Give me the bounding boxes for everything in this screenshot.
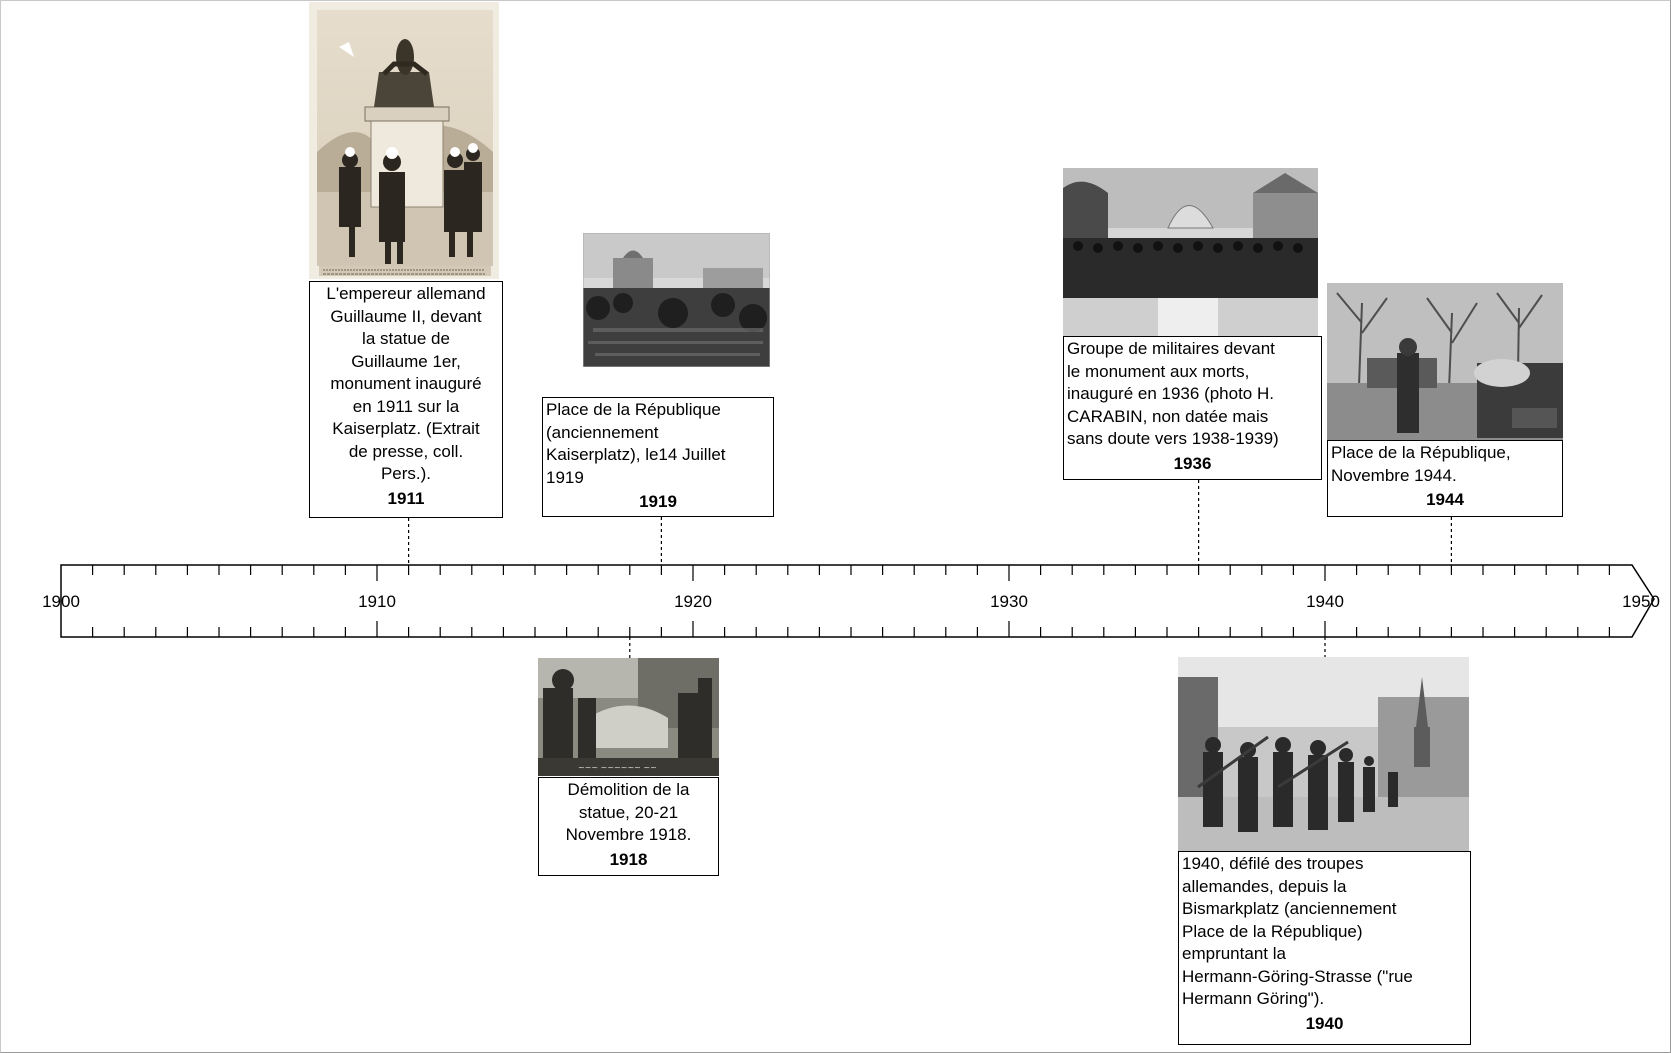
event-1944-caption xyxy=(1327,440,1563,517)
timeline-arrow-body xyxy=(61,565,1654,637)
event-1936-year: 1936 xyxy=(1173,453,1212,473)
event-1919-year: 1919 xyxy=(639,492,677,511)
event-1940-text: 1940, défilé des troupes allemandes, depuis la Bismarkplatz (anciennement Place de la République) empruntant la Hermann-Göring-Strasse ("rue Hermann Göring"). xyxy=(1182,854,1413,1008)
event-1918-text: Démolition de la statue, 20-21 Novembre 1918. xyxy=(565,780,692,844)
event-1919-text: Place de la République (anciennement Kaiserplatz), le14 Juillet 1919 xyxy=(546,400,726,487)
demolition-1918-photo xyxy=(538,658,719,776)
axis-label-1910: 1910 xyxy=(358,592,396,611)
militaires-1936-photo xyxy=(1063,168,1318,337)
event-1911-text: L'empereur allemand Guillaume II, devant la statue de Guillaume 1er, monument inauguré en 1911 sur la Kaiserplatz. (Extrait de presse, coll. Pers.). xyxy=(326,284,486,483)
statue-guillaume-photo xyxy=(309,2,499,279)
event-1936-text: Groupe de militaires devant le monument aux morts, inauguré en 1936 (photo H. CARABIN, non datée mais sans doute vers 1938-1939) xyxy=(1067,339,1279,448)
axis-label-1950: 1950 xyxy=(1622,592,1660,611)
axis-labels xyxy=(42,592,1660,611)
event-1918-caption xyxy=(538,777,719,876)
event-1918-year: 1918 xyxy=(609,849,648,869)
place-1944-photo xyxy=(1327,283,1563,441)
axis-label-1900: 1900 xyxy=(42,592,80,611)
event-1919-caption xyxy=(542,397,774,517)
axis-label-1930: 1930 xyxy=(990,592,1028,611)
event-1944-year: 1944 xyxy=(1426,490,1464,509)
event-1940-year: 1940 xyxy=(1305,1013,1344,1033)
event-1911-year: 1911 xyxy=(387,488,425,508)
axis-label-1920: 1920 xyxy=(674,592,712,611)
svg-text:~~~ ~~~~~~ ~~: ~~~ ~~~~~~ ~~ xyxy=(578,763,657,772)
event-1911-caption xyxy=(309,281,503,518)
place-1919-photo xyxy=(583,233,770,367)
axis-ticks xyxy=(93,565,1610,637)
event-1944-text: Place de la République, Novembre 1944. xyxy=(1331,443,1511,485)
event-1940-caption xyxy=(1178,851,1471,1045)
event-1936-caption xyxy=(1063,336,1322,480)
axis-label-1940: 1940 xyxy=(1306,592,1344,611)
defile-1940-photo xyxy=(1178,657,1469,851)
